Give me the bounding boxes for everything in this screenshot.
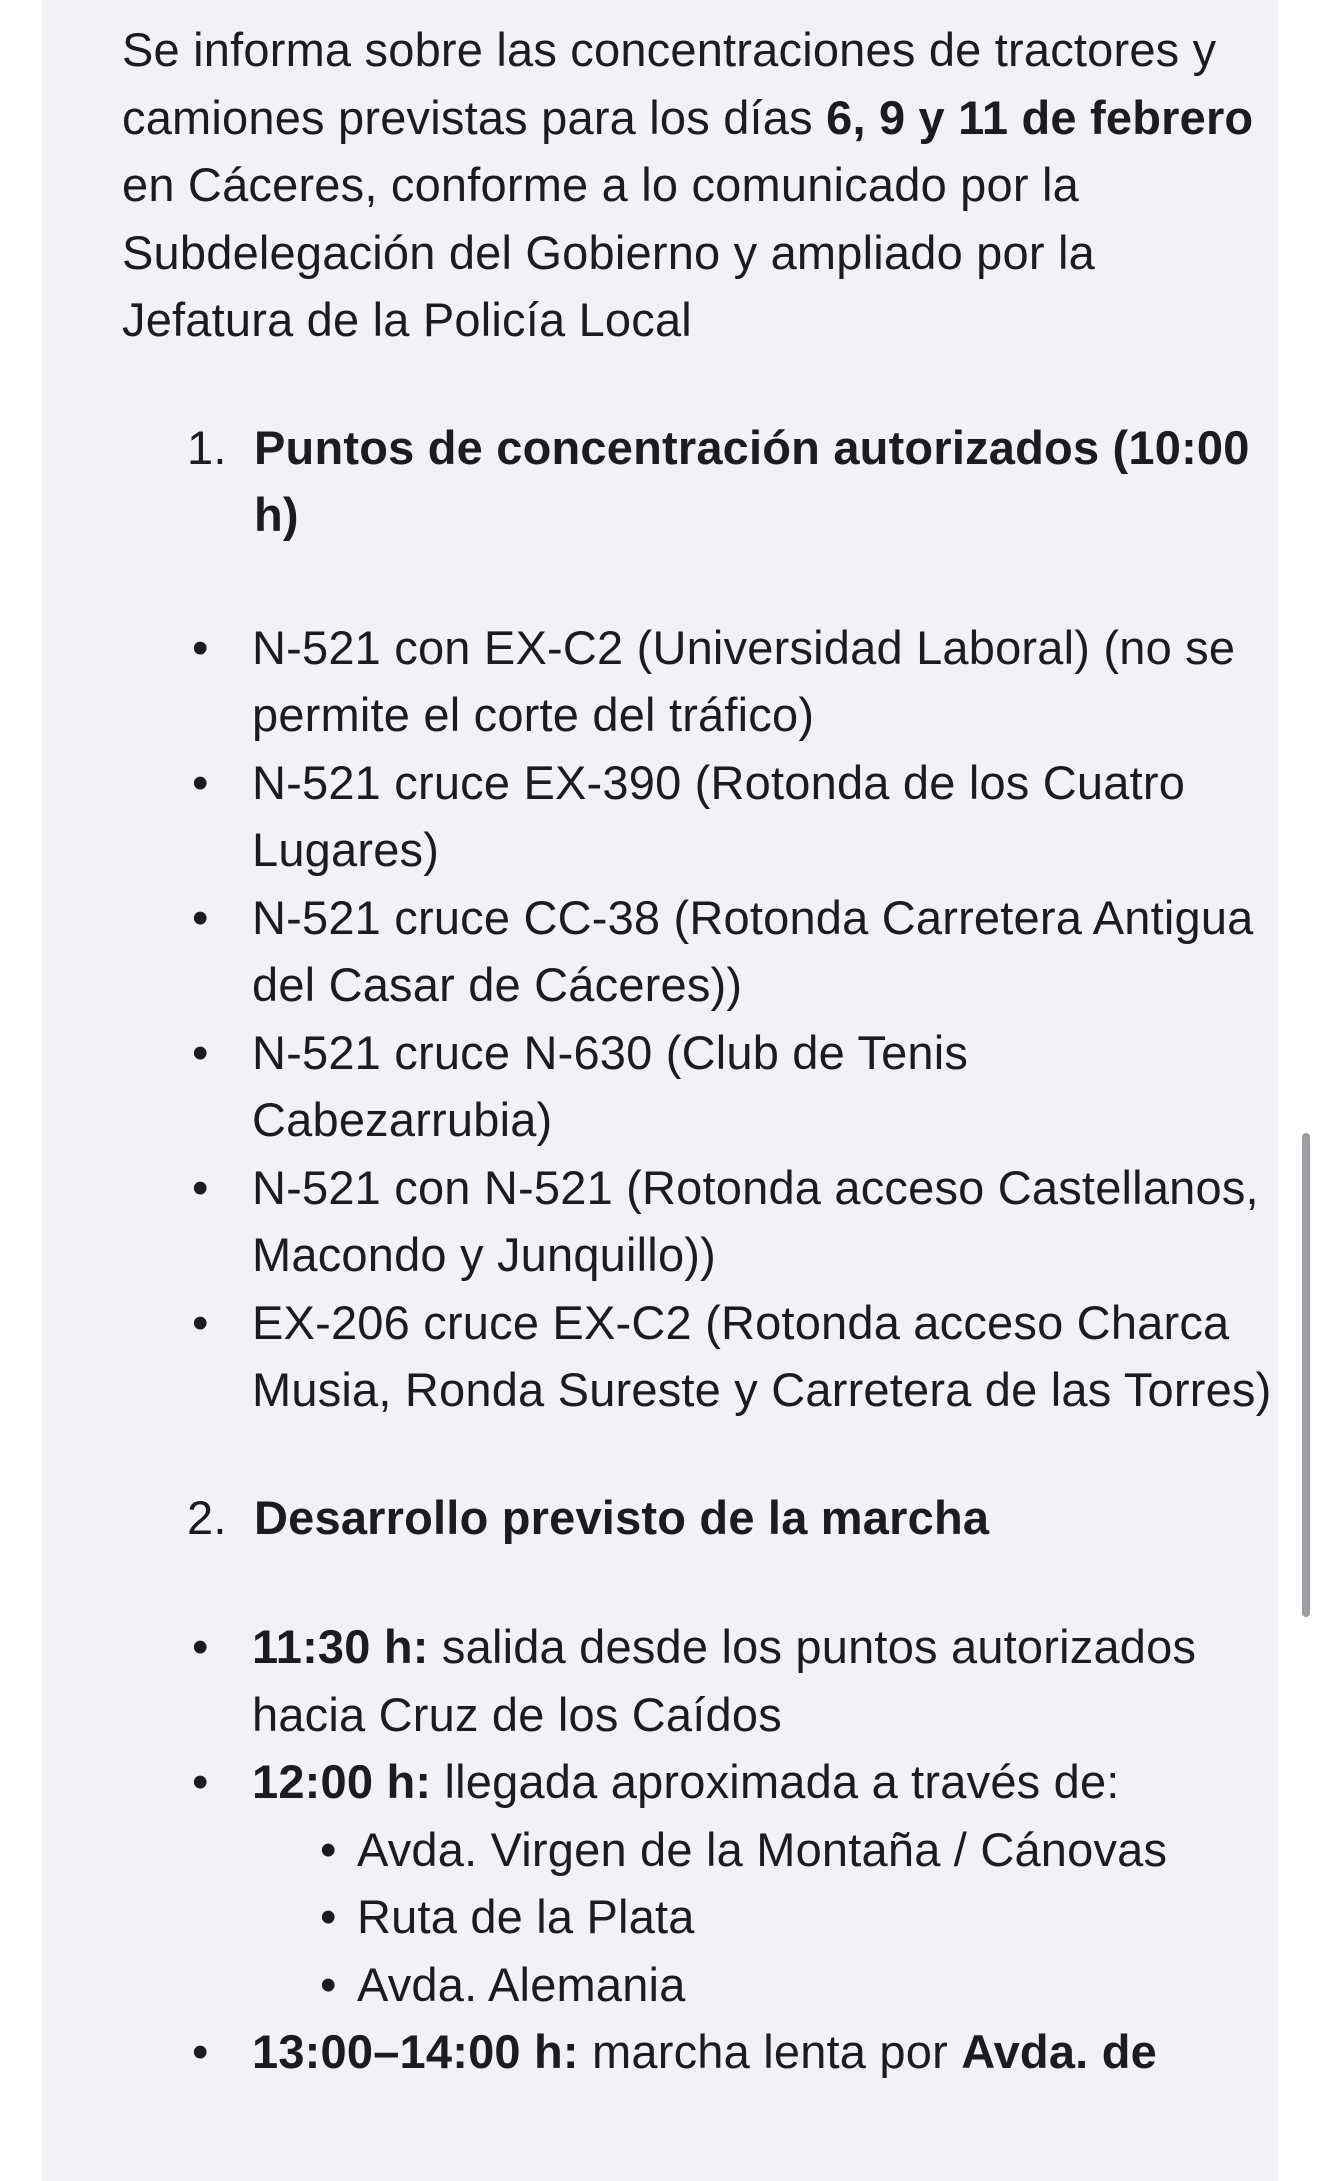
message-body xyxy=(122,16,1272,2086)
list-item: • 13:00–14:00 h: marcha lenta por Avda. de xyxy=(192,2025,1157,2078)
section-2-number: 2. xyxy=(187,1490,227,1544)
section-2-title: Desarrollo previsto de la marcha xyxy=(254,1490,990,1544)
intro-text-end: en Cáceres, conforme a lo comunicado por la Subdelegación del Gobierno y ampliado por la Jefatura de la Policía Local xyxy=(122,158,1095,346)
section-1-heading xyxy=(122,414,1272,549)
vertical-scrollbar[interactable] xyxy=(1302,1133,1310,1617)
intro-text: Se informa sobre las concentraciones de tractores y camiones previstas para los días xyxy=(122,23,1217,144)
sub-list-item: • Ruta de la Plata xyxy=(320,1890,695,1943)
march-schedule-list xyxy=(122,1613,1272,2086)
list-item: • EX-206 cruce EX-C2 (Rotonda acceso Charca Musia, Ronda Sureste y Carretera de las Torres) xyxy=(192,1295,1272,1416)
message-card xyxy=(42,0,1278,2181)
route-sub-list xyxy=(122,1816,1272,2019)
sub-list-item: • Avda. Alemania xyxy=(320,1957,686,2011)
list-item: • N-521 con EX-C2 (Universidad Laboral) (no se permite el corte del tráfico) xyxy=(192,620,1236,741)
sub-list-container xyxy=(122,1816,1272,2019)
list-item: • N-521 cruce N-630 (Club de Tenis Cabezarrubia) xyxy=(192,1025,969,1146)
list-item: • N-521 cruce EX-390 (Rotonda de los Cuatro Lugares) xyxy=(192,755,1186,876)
concentration-points-list xyxy=(122,614,1272,1424)
section-1-number: 1. xyxy=(187,420,227,474)
intro-paragraph xyxy=(122,16,1272,354)
section-2-heading xyxy=(122,1484,1272,1552)
list-item: • N-521 cruce CC-38 (Rotonda Carretera Antigua del Casar de Cáceres)) xyxy=(192,890,1254,1011)
sub-list-item: • Avda. Virgen de la Montaña / Cánovas xyxy=(320,1822,1168,1876)
section-1-title: Puntos de concentración autorizados (10:00 h) xyxy=(254,420,1250,541)
list-item: • N-521 con N-521 (Rotonda acceso Castellanos, Macondo y Junquillo)) xyxy=(192,1160,1259,1281)
intro-dates: 6, 9 y 11 de febrero xyxy=(826,90,1254,144)
list-item: • 11:30 h: salida desde los puntos autorizados hacia Cruz de los Caídos xyxy=(192,1620,1197,1741)
list-item: • 12:00 h: llegada aproximada a través de: xyxy=(192,1755,1120,1808)
